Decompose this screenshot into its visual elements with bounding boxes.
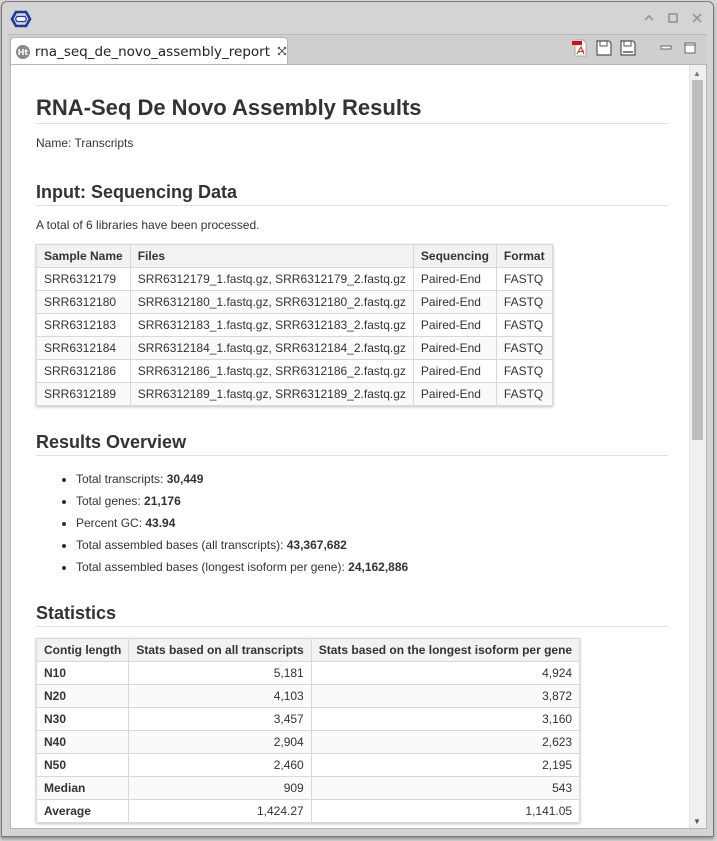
statistics-table-row (37, 662, 580, 685)
metric-cell: N50 (37, 754, 129, 777)
statistics-table-row (37, 708, 580, 731)
statistics-heading: Statistics (36, 602, 668, 627)
metric-cell: N40 (37, 731, 129, 754)
sequencing-cell: Paired-End (413, 383, 496, 406)
tab-close-icon[interactable] (277, 45, 287, 59)
input-table-row (37, 360, 553, 383)
all-transcripts-cell: 2,904 (129, 731, 311, 754)
html-file-icon: Ht (16, 45, 30, 59)
input-table-row (37, 314, 553, 337)
longest-isoform-cell: 3,160 (311, 708, 579, 731)
overview-label: Percent GC: (76, 516, 146, 530)
format-cell: FASTQ (496, 268, 552, 291)
overview-label: Total genes: (76, 494, 145, 508)
window-collapse-icon[interactable] (643, 12, 655, 24)
input-table (36, 244, 553, 406)
save-icon[interactable] (595, 39, 613, 57)
all-transcripts-cell: 3,457 (129, 708, 311, 731)
longest-isoform-cell: 2,623 (311, 731, 579, 754)
report-viewer (10, 64, 707, 829)
minimize-view-icon[interactable] (657, 39, 675, 57)
format-cell: FASTQ (496, 383, 552, 406)
statistics-table-row (37, 777, 580, 800)
overview-value: 24,162,886 (348, 560, 409, 574)
window-maximize-icon[interactable] (667, 12, 679, 24)
sequencing-cell: Paired-End (413, 291, 496, 314)
statistics-table-header (37, 639, 580, 662)
input-heading: Input: Sequencing Data (36, 181, 668, 206)
statistics-table (36, 638, 580, 823)
overview-item (76, 490, 668, 512)
overview-value: 30,449 (166, 472, 204, 486)
overview-heading: Results Overview (36, 431, 668, 456)
vertical-scrollbar[interactable] (689, 65, 706, 828)
input-table-row (37, 268, 553, 291)
scrollbar-thumb[interactable] (692, 80, 703, 440)
page-title: RNA-Seq De Novo Assembly Results (36, 95, 668, 124)
col-all-transcripts: Stats based on all transcripts (129, 639, 311, 662)
overview-value: 21,176 (144, 494, 181, 508)
all-transcripts-cell: 2,460 (129, 754, 311, 777)
files-cell: SRR6312179_1.fastq.gz, SRR6312179_2.fastq.gz (130, 268, 413, 291)
longest-isoform-cell: 2,195 (311, 754, 579, 777)
overview-item (76, 534, 668, 556)
files-cell: SRR6312183_1.fastq.gz, SRR6312183_2.fastq.gz (130, 314, 413, 337)
statistics-table-row (37, 800, 580, 823)
tab-report[interactable] (10, 37, 288, 66)
overview-item (76, 512, 668, 534)
sequencing-cell: Paired-End (413, 360, 496, 383)
format-cell: FASTQ (496, 291, 552, 314)
editor-tab-bar (8, 34, 707, 65)
col-longest-isoform: Stats based on the longest isoform per gene (311, 639, 579, 662)
statistics-table-row (37, 731, 580, 754)
sample-name-cell: SRR6312183 (37, 314, 131, 337)
longest-isoform-cell: 1,141.05 (311, 800, 579, 823)
format-cell: FASTQ (496, 314, 552, 337)
window-close-icon[interactable] (691, 12, 703, 24)
libraries-summary: A total of 6 libraries have been processed. (36, 218, 260, 232)
files-cell: SRR6312184_1.fastq.gz, SRR6312184_2.fastq.gz (130, 337, 413, 360)
sample-name-cell: SRR6312186 (37, 360, 131, 383)
input-table-row (37, 337, 553, 360)
overview-value: 43,367,682 (286, 538, 347, 552)
overview-value: 43.94 (145, 516, 176, 530)
toolbar-spacer (643, 39, 651, 57)
name-line: Name: Transcripts (36, 136, 134, 150)
col-format: Format (496, 245, 552, 268)
col-contig-length: Contig length (37, 639, 129, 662)
all-transcripts-cell: 5,181 (129, 662, 311, 685)
format-cell: FASTQ (496, 360, 552, 383)
sequencing-cell: Paired-End (413, 337, 496, 360)
statistics-table-row (37, 754, 580, 777)
statistics-table-row (37, 685, 580, 708)
col-files: Files (130, 245, 413, 268)
app-logo-icon (10, 10, 32, 28)
scroll-down-icon[interactable]: ▼ (693, 817, 701, 826)
metric-cell: N30 (37, 708, 129, 731)
input-table-header (37, 245, 553, 268)
col-sample-name: Sample Name (37, 245, 131, 268)
overview-list (36, 468, 668, 578)
sequencing-cell: Paired-End (413, 314, 496, 337)
input-table-row (37, 291, 553, 314)
longest-isoform-cell: 4,924 (311, 662, 579, 685)
overview-item (76, 468, 668, 490)
sample-name-cell: SRR6312180 (37, 291, 131, 314)
save-as-icon[interactable] (619, 39, 637, 57)
sample-name-cell: SRR6312189 (37, 383, 131, 406)
all-transcripts-cell: 1,424.27 (129, 800, 311, 823)
report-document (36, 65, 668, 823)
sample-name-cell: SRR6312179 (37, 268, 131, 291)
files-cell: SRR6312186_1.fastq.gz, SRR6312186_2.fastq.gz (130, 360, 413, 383)
format-cell: FASTQ (496, 337, 552, 360)
metric-cell: Median (37, 777, 129, 800)
longest-isoform-cell: 3,872 (311, 685, 579, 708)
maximize-view-icon[interactable] (681, 39, 699, 57)
metric-cell: Average (37, 800, 129, 823)
input-table-row (37, 383, 553, 406)
all-transcripts-cell: 4,103 (129, 685, 311, 708)
sequencing-cell: Paired-End (413, 268, 496, 291)
col-sequencing: Sequencing (413, 245, 496, 268)
overview-label: Total transcripts: (76, 472, 167, 486)
metric-cell: N20 (37, 685, 129, 708)
tab-title: rna_seq_de_novo_assembly_report (34, 44, 270, 60)
overview-label: Total assembled bases (all transcripts): (76, 538, 287, 552)
longest-isoform-cell: 543 (311, 777, 579, 800)
scroll-up-icon[interactable]: ▲ (693, 69, 701, 78)
overview-label: Total assembled bases (longest isoform per gene): (76, 560, 349, 574)
sample-name-cell: SRR6312184 (37, 337, 131, 360)
files-cell: SRR6312180_1.fastq.gz, SRR6312180_2.fastq.gz (130, 291, 413, 314)
export-pdf-icon[interactable] (571, 39, 589, 57)
files-cell: SRR6312189_1.fastq.gz, SRR6312189_2.fastq.gz (130, 383, 413, 406)
overview-item (76, 556, 668, 578)
all-transcripts-cell: 909 (129, 777, 311, 800)
metric-cell: N10 (37, 662, 129, 685)
report-window (1, 1, 714, 837)
